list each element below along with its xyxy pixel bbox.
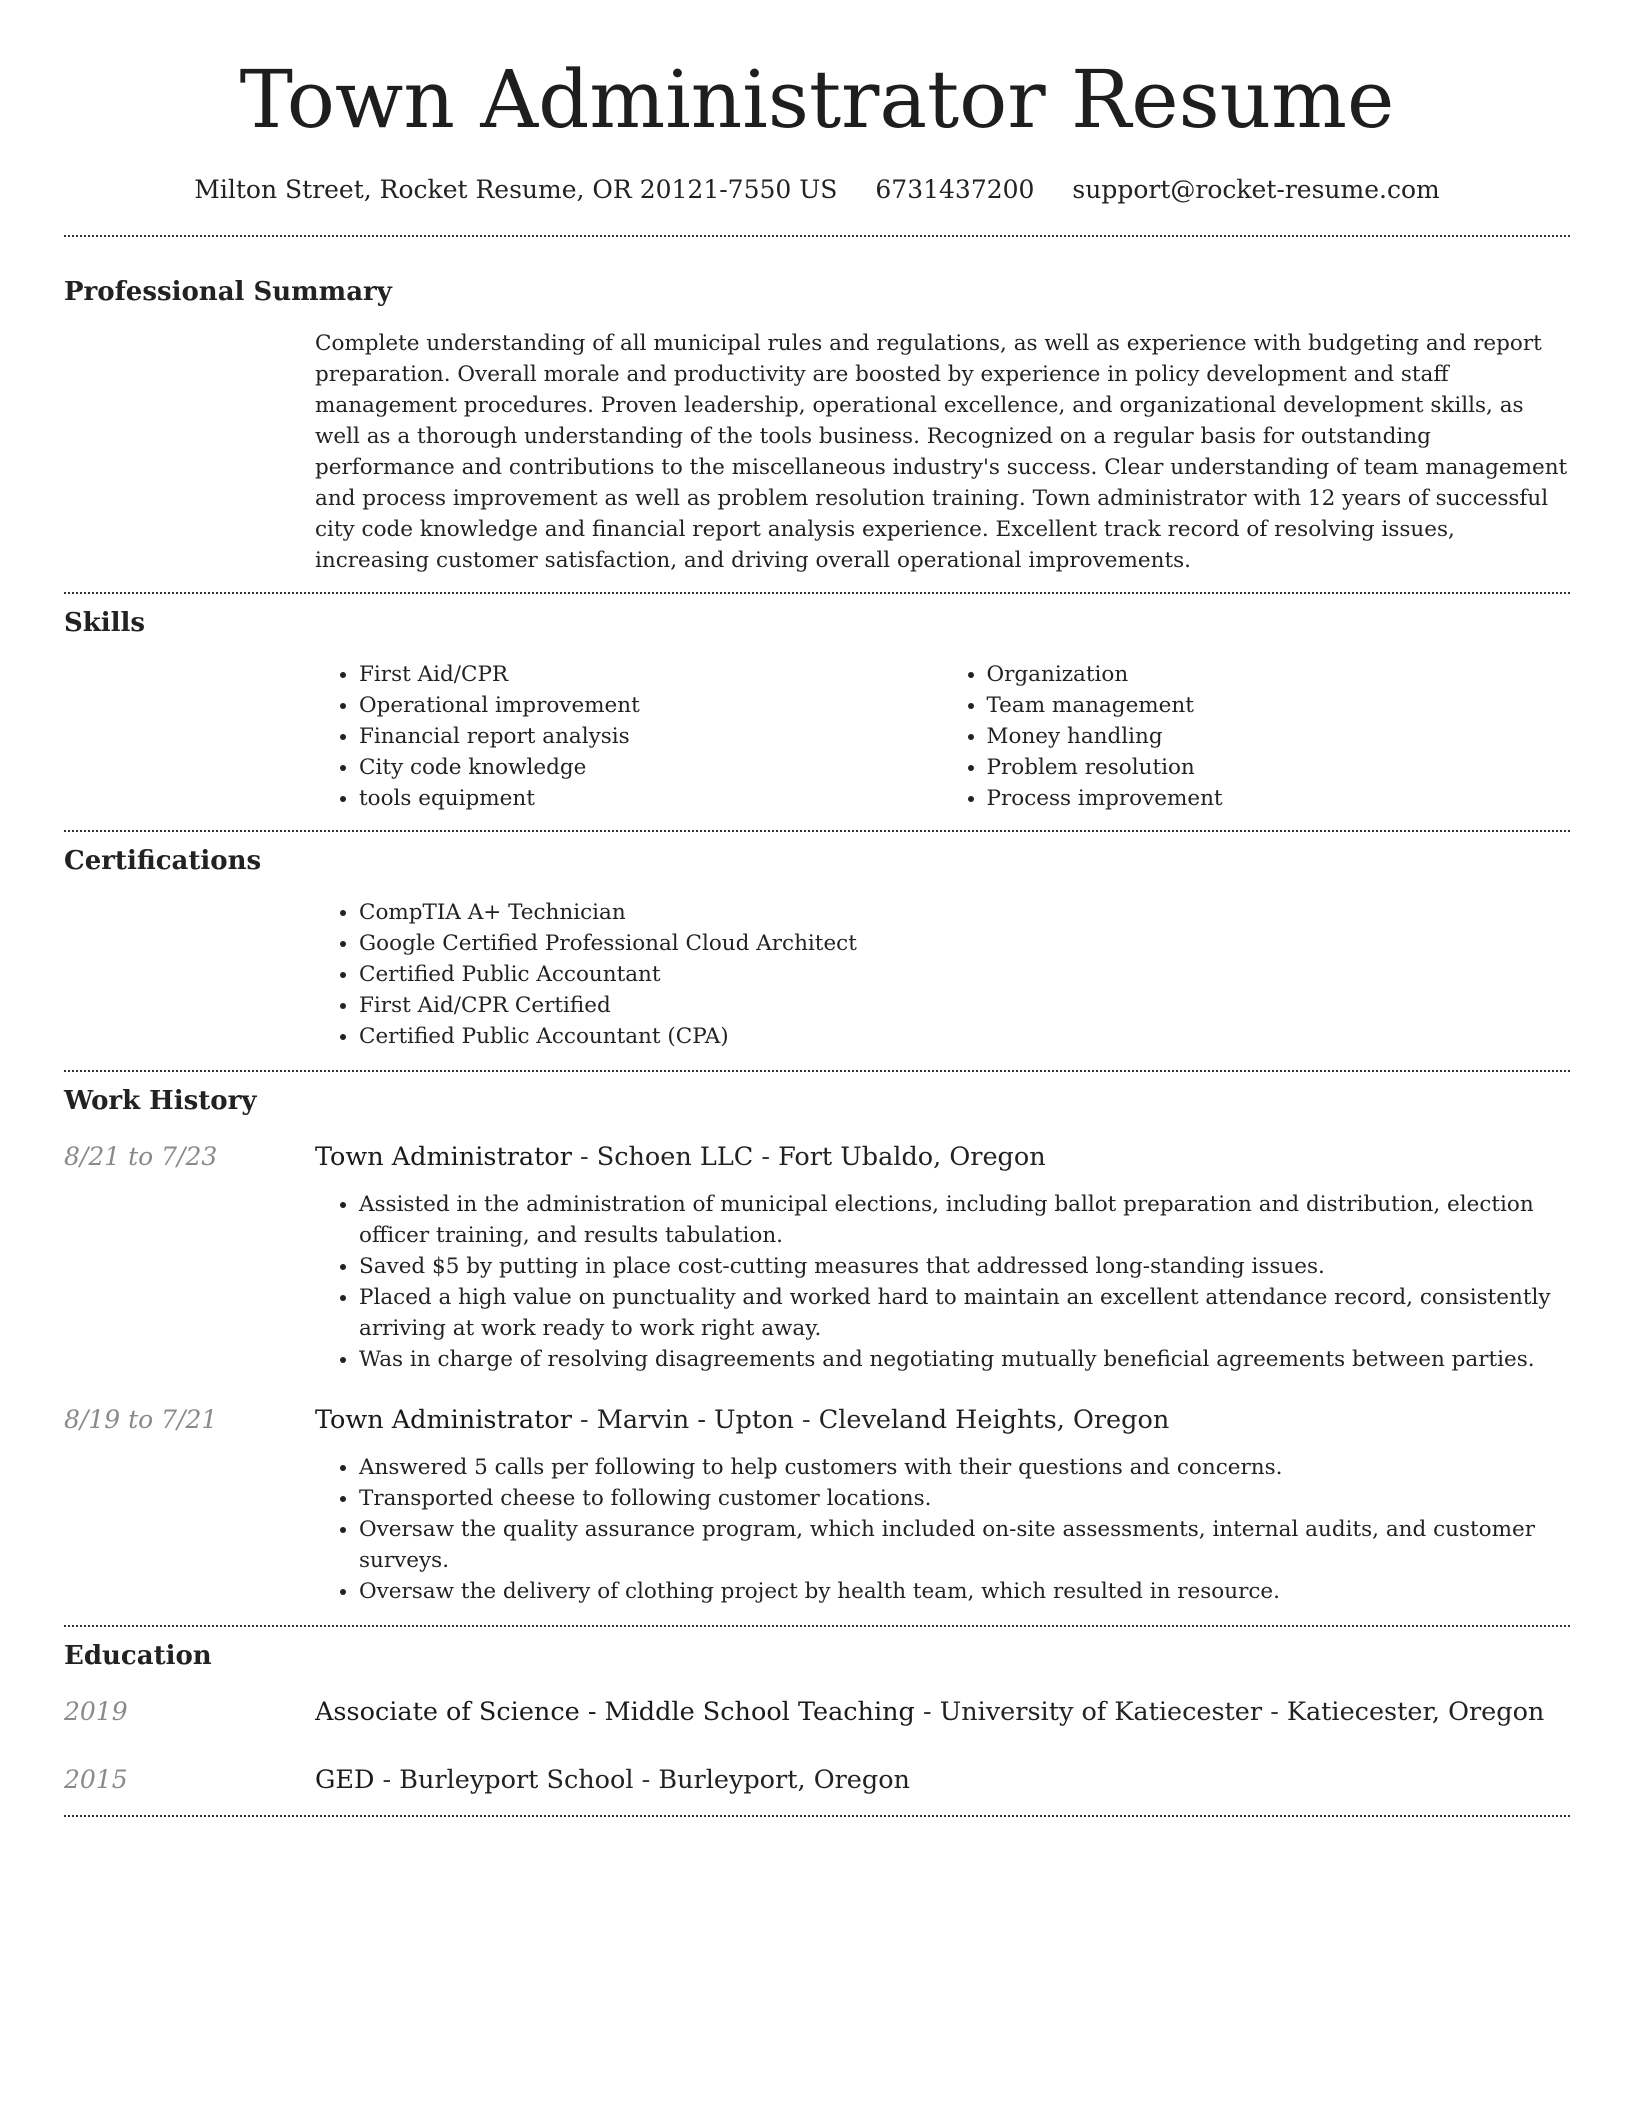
education-heading: Education (64, 1641, 212, 1671)
job-bullets (315, 1189, 1570, 1375)
job-location: Cleveland Heights, Oregon (818, 1405, 1170, 1435)
job-role: Town Administrator (315, 1405, 572, 1435)
job-title: Town Administrator - Schoen LLC - Fort Ubaldo, Oregon (315, 1142, 1046, 1172)
section-divider (64, 1625, 1570, 1627)
skill-item: • Problem resolution (987, 752, 1571, 783)
skill-item: • Money handling (987, 721, 1571, 752)
summary-heading: Professional Summary (64, 277, 392, 307)
job-company: Marvin - Upton (596, 1405, 794, 1435)
skill-item: • Financial report analysis (359, 721, 943, 752)
job-bullet: • Assisted in the administration of municipal elections, including ballot preparation and distribution, election officer training, and results tabulation. (359, 1189, 1570, 1251)
certifications-section (64, 844, 1570, 1052)
certification-item: • Certified Public Accountant (359, 959, 1570, 990)
education-year: 2019 (64, 1697, 128, 1726)
education-title: GED - Burleyport School - Burleyport, Oregon (315, 1765, 910, 1795)
job-bullet: • Transported cheese to following customer locations. (359, 1483, 1570, 1514)
job-entry (64, 1403, 1570, 1437)
job-title: Town Administrator - Marvin - Upton - Cleveland Heights, Oregon (315, 1405, 1170, 1435)
certifications-list (315, 897, 1570, 1052)
contact-address: Milton Street, Rocket Resume, OR 20121-7550 US (194, 175, 838, 204)
job-bullet: • Saved $5 by putting in place cost-cutting measures that addressed long-standing issues. (359, 1251, 1570, 1282)
work-history-heading: Work History (64, 1086, 257, 1116)
job-bullet: • Answered 5 calls per following to help customers with their questions and concerns. (359, 1452, 1570, 1483)
certification-item: • Google Certified Professional Cloud Architect (359, 928, 1570, 959)
skill-item: • Team management (987, 690, 1571, 721)
resume-title: Town Administrator Resume (239, 53, 1395, 146)
skills-list-right (943, 659, 1571, 814)
education-school: Burleyport School (399, 1765, 634, 1795)
section-divider (64, 592, 1570, 594)
education-entry (64, 1763, 1570, 1797)
section-divider (64, 235, 1570, 237)
skills-heading: Skills (64, 608, 146, 638)
skills-section (64, 606, 1570, 814)
work-history-section (64, 1084, 1570, 1607)
education-entry (64, 1695, 1570, 1729)
contact-phone: 6731437200 (875, 175, 1035, 204)
education-school: University of Katiecester (939, 1697, 1263, 1727)
job-bullet: • Was in charge of resolving disagreements and negotiating mutually beneficial agreements between parties. (359, 1344, 1570, 1375)
education-location: Katiecester, Oregon (1286, 1697, 1545, 1727)
contact-line (64, 174, 1570, 206)
section-divider (64, 1070, 1570, 1072)
job-bullets (315, 1452, 1570, 1607)
job-dates: 8/21 to 7/23 (64, 1142, 218, 1171)
job-location: Fort Ubaldo, Oregon (778, 1142, 1046, 1172)
contact-email: support@rocket-resume.com (1072, 175, 1440, 204)
education-year: 2015 (64, 1765, 128, 1794)
skill-item: • Process improvement (987, 783, 1571, 814)
certification-item: • Certified Public Accountant (CPA) (359, 1021, 1570, 1052)
job-entry (64, 1140, 1570, 1174)
summary-text: Complete understanding of all municipal rules and regulations, as well as experience with budgeting and report preparation. Overall morale and productivity are boosted by experience in policy development and staff management procedures. Proven leadership, operational excellence, and organizational development skills, as well as a thorough understanding of the tools business. Recognized on a regular basis for outstanding performance and contributions to the miscellaneous industry's success. Clear understanding of team management and process improvement as well as problem resolution training. Town administrator with 12 years of successful city code knowledge and financial report analysis experience. Excellent track record of resolving issues, increasing customer satisfaction, and driving overall operational improvements. (315, 331, 1568, 573)
certification-item: • First Aid/CPR Certified (359, 990, 1570, 1021)
job-bullet: • Placed a high value on punctuality and worked hard to maintain an excellent attendance record, consistently arriving at work ready to work right away. (359, 1282, 1570, 1344)
resume-header (64, 0, 1570, 206)
job-role: Town Administrator (315, 1142, 572, 1172)
resume-page (64, 0, 1570, 1817)
skill-item: • City code knowledge (359, 752, 943, 783)
skill-item: • Operational improvement (359, 690, 943, 721)
education-title: Associate of Science - Middle School Teaching - University of Katiecester - Katiecester, Oregon (315, 1697, 1545, 1727)
summary-section (64, 275, 1570, 576)
job-company: Schoen LLC (596, 1142, 754, 1172)
education-location: Burleyport, Oregon (658, 1765, 910, 1795)
education-degree: Associate of Science - Middle School Teaching (315, 1697, 915, 1727)
education-section (64, 1639, 1570, 1797)
section-divider (64, 830, 1570, 832)
skill-item: • First Aid/CPR (359, 659, 943, 690)
job-dates: 8/19 to 7/21 (64, 1405, 218, 1434)
job-bullet: • Oversaw the delivery of clothing project by health team, which resulted in resource. (359, 1576, 1570, 1607)
education-degree: GED (315, 1765, 375, 1795)
skills-list-left (315, 659, 943, 814)
skill-item: • tools equipment (359, 783, 943, 814)
certifications-heading: Certifications (64, 846, 262, 876)
section-divider (64, 1815, 1570, 1817)
certification-item: • CompTIA A+ Technician (359, 897, 1570, 928)
job-bullet: • Oversaw the quality assurance program, which included on-site assessments, internal audits, and customer surveys. (359, 1514, 1570, 1576)
skill-item: • Organization (987, 659, 1571, 690)
